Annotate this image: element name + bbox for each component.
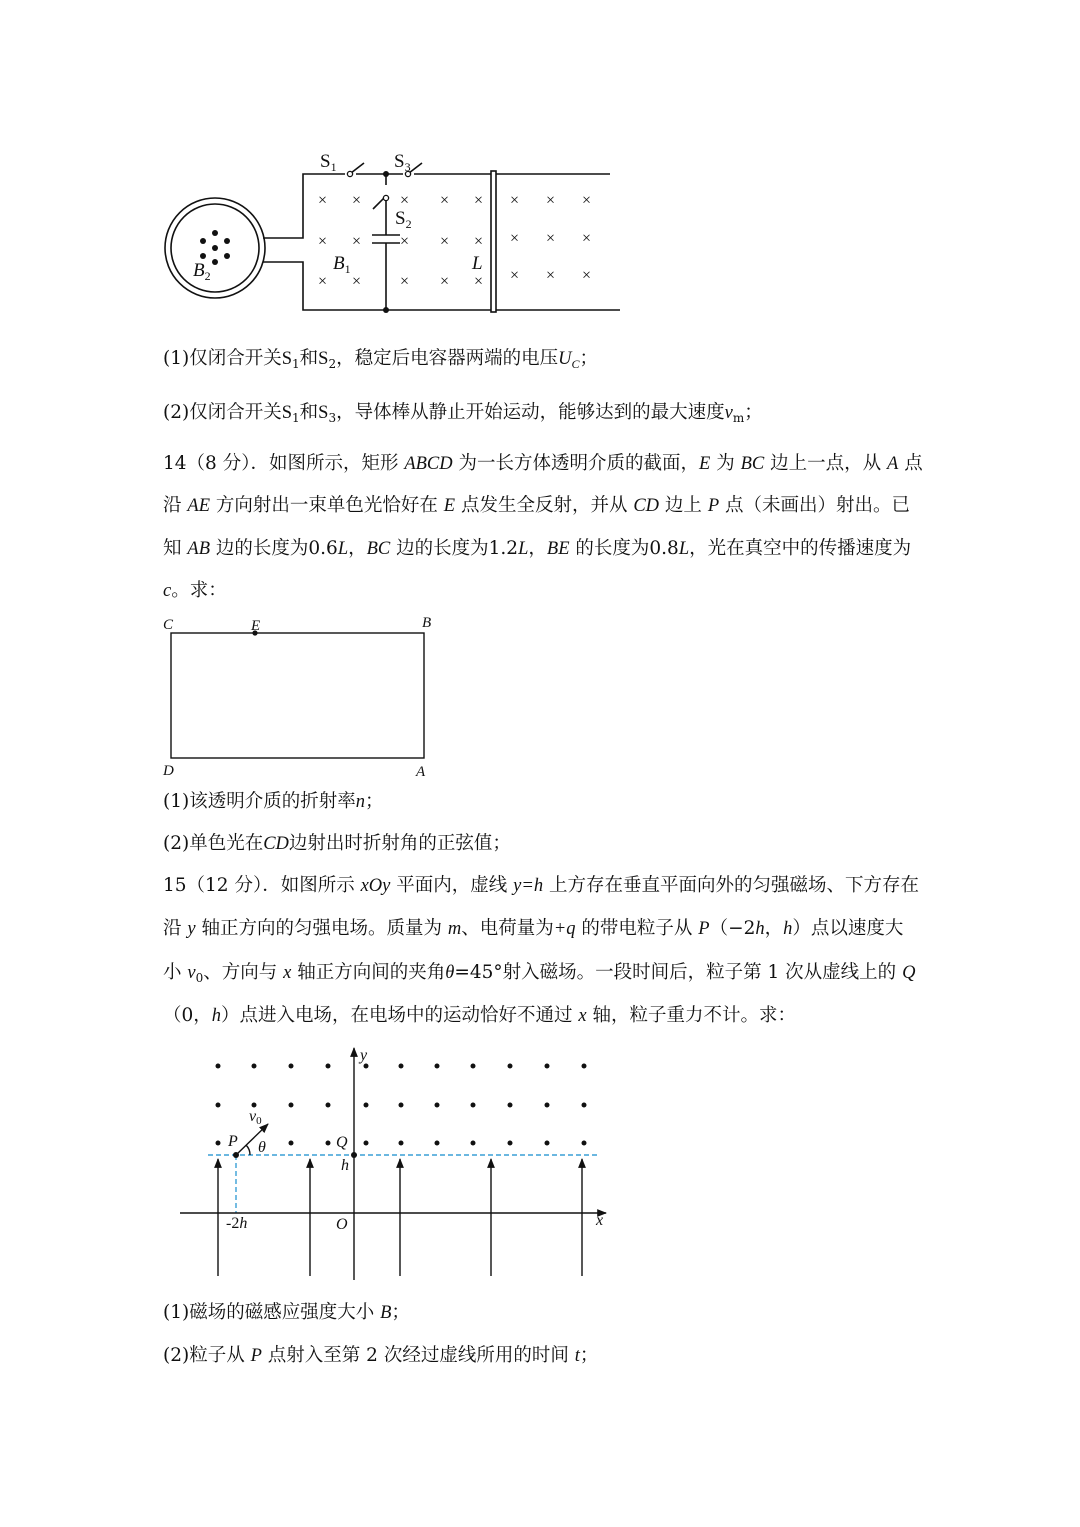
q13-part1: (1)仅闭合开关$S_1$和$S_2$，稳定后电容器两端的电压$U_C$； [163,348,599,371]
svg-text:×: × [510,267,520,284]
svg-text:C: C [163,617,174,633]
svg-text:P: P [228,1133,238,1150]
svg-text:x: x [596,1212,604,1229]
q14-part1: (1)该透明介质的折射率n； [163,791,384,812]
q14-stem-line1: 14（8 分）．如图所示，矩形 ABCD 为一长方体透明介质的截面，E 为 BC 边上一点，从 A 点 [163,453,923,474]
svg-text:×: × [400,273,410,290]
svg-text:×: × [582,230,592,247]
label-b1: $B_1$ [333,253,351,276]
svg-text:h: h [341,1157,349,1174]
svg-text:×: × [440,273,450,290]
theta-arc [246,1145,250,1155]
svg-text:×: × [510,230,520,247]
q15-part2: (2)粒子从 P 点射入至第 2 次经过虚线所用的时间 t； [163,1345,599,1366]
svg-text:×: × [318,192,328,209]
svg-text:θ: θ [258,1139,266,1156]
svg-text:E: E [251,618,261,634]
label-s3: $S_3$ [394,151,411,174]
svg-text:×: × [546,267,556,284]
point-q [351,1152,357,1158]
svg-text:×: × [582,267,592,284]
svg-text:v0: v0 [249,1108,262,1127]
svg-text:×: × [318,273,328,290]
svg-text:B: B [422,615,432,631]
label-l: L [472,253,483,274]
q14-stem-line3: 知 AB 边的长度为0.6L，BC 边的长度为1.2L，BE 的长度为0.8L，光在真空中的传播速度为 [163,538,912,559]
svg-text:O: O [336,1216,348,1233]
svg-text:×: × [352,233,362,250]
svg-text:×: × [440,233,450,250]
point-p [233,1152,239,1158]
q15-stem-line2: 沿 y 轴正方向的匀强电场。质量为 m、电荷量为+q 的带电粒子从 P（−2h，h）点以速度大 [163,918,904,939]
q13-part2: (2)仅闭合开关$S_1$和$S_3$，导体棒从静止开始运动，能够达到的最大速度$v_m$； [163,402,763,425]
svg-text:×: × [474,273,484,290]
label-s1: $S_1$ [320,151,337,174]
svg-text:y: y [360,1047,368,1064]
svg-text:×: × [546,192,556,209]
svg-text:×: × [318,233,328,250]
svg-text:×: × [510,192,520,209]
svg-text:×: × [352,273,362,290]
svg-text:Q: Q [336,1134,348,1151]
svg-text:×: × [400,233,410,250]
q14-stem-line4: c。求： [163,580,227,601]
svg-text:×: × [582,192,592,209]
q14-part2: (2)单色光在CD边射出时折射角的正弦值； [163,833,511,854]
svg-text:×: × [474,192,484,209]
svg-text:×: × [352,192,362,209]
svg-text:D: D [163,763,174,779]
label-b2: $B_2$ [193,260,211,283]
svg-text:×: × [546,230,556,247]
svg-text:-2h: -2h [226,1215,248,1232]
q15-part1: (1)磁场的磁感应强度大小 B； [163,1302,410,1323]
q15-stem-line3: 小 $v_0$、方向与 x 轴正方向间的夹角θ=45°射入磁场。一段时间后，粒子第 1 次从虚线上的 Q [163,962,916,985]
q15-stem-line1: 15（12 分）．如图所示 xOy 平面内，虚线 y=h 上方存在垂直平面向外的匀强磁场、下方存在 [163,875,919,896]
svg-text:×: × [440,192,450,209]
field-dots [216,1064,587,1146]
svg-text:×: × [400,192,410,209]
q14-stem-line2: 沿 AE 方向射出一束单色光恰好在 E 点发生全反射，并从 CD 边上 P 点（未画出）射出。已 [163,495,911,516]
svg-text:A: A [416,764,426,780]
svg-text:×: × [474,233,484,250]
q15-stem-line4: （0，h）点进入电场，在电场中的运动恰好不通过 x 轴，粒子重力不计。求： [163,1005,797,1026]
label-s2: $S_2$ [395,208,412,231]
